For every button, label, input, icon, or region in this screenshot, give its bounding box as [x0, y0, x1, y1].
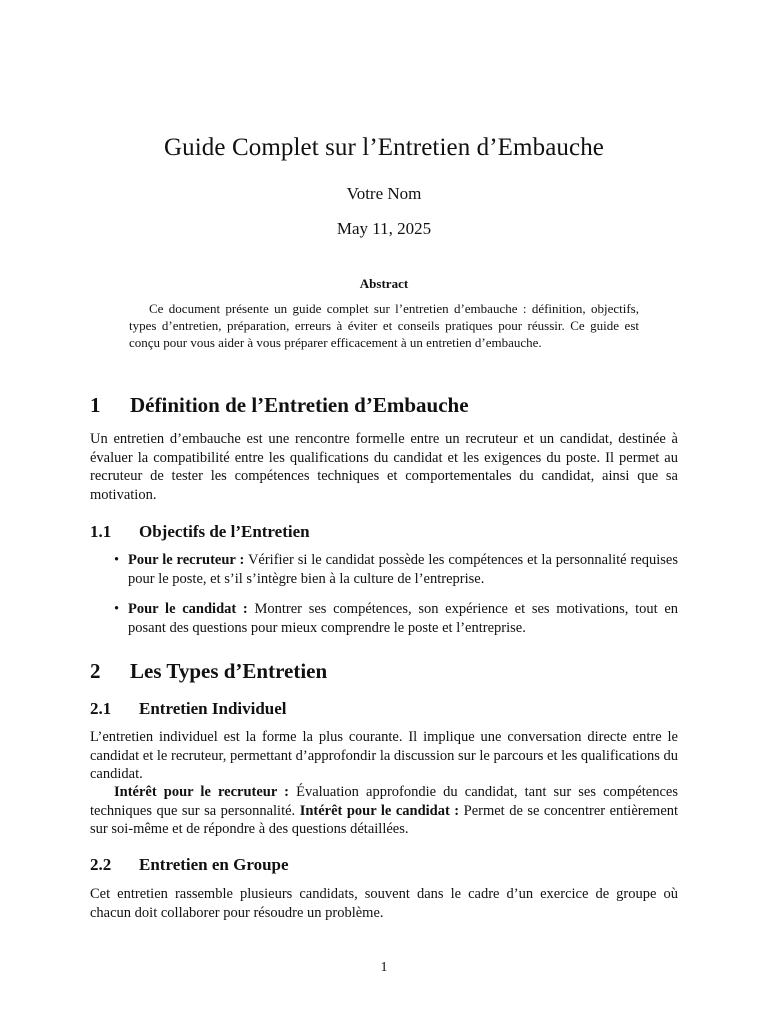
subsection-number: 2.1: [90, 699, 112, 718]
list-item: [90, 600, 678, 637]
subsection-title: Objectifs de l’Entretien: [139, 522, 310, 541]
section-number: 1: [90, 393, 101, 417]
item-text: Vérifier si le candidat possède les compétences et la personnalité requises pour le poste, et s’il s’intègre bien à la culture de l’entreprise.: [128, 552, 679, 587]
section-1-paragraph: Un entretien d’embauche est une rencontre formelle entre un recruteur et un candidat, destinée à évaluer la compatibilité entre les qualifications du candidat et les exigences du poste. Il permet au recruteur de tester les compétences techniques et comportementales du candidat, ainsi que sa motivation.: [90, 431, 678, 503]
interest-candidate-text: Permet de se concentrer entièrement sur soi-même et de répondre à des questions détaillées.: [90, 802, 679, 837]
subsection-2-1-paragraph: L’entretien individuel est la forme la plus courante. Il implique une conversation directe entre le candidat et le recruteur, permettant d’approfondir la discussion sur le parcours et les qualifications du candidat.: [90, 729, 678, 782]
subsection-2-1-heading: [90, 699, 287, 719]
subsection-1-1-heading: [90, 522, 310, 542]
document-author: Votre Nom: [346, 184, 422, 203]
subsection-number: 2.2: [90, 855, 112, 874]
item-text: Montrer ses compétences, son expérience et ses motivations, tout en posant des questions pour mieux comprendre le poste et l’entreprise.: [128, 601, 679, 636]
abstract-heading: Abstract: [359, 276, 409, 291]
abstract-text: Ce document présente un guide complet sur l’entretien d’embauche : définition, objectifs, types d’entretien, préparation, erreurs à éviter et conseils pratiques pour réussir. Ce guide est conçu pour vous aider à vous préparer efficacement à un entretien d’embauche.: [129, 301, 639, 350]
section-number: 2: [90, 659, 101, 683]
interest-recruiter-label: Intérêt pour le recruteur :: [114, 784, 289, 800]
subsection-2-1-interests: [90, 783, 678, 839]
bullet-icon: •: [114, 552, 120, 568]
document-date: May 11, 2025: [336, 219, 432, 238]
subsection-2-2-paragraph: Cet entretien rassemble plusieurs candidats, souvent dans le cadre d’un exercice de groupe où chacun doit collaborer pour résoudre un problème.: [90, 886, 678, 921]
document-title: Guide Complet sur l’Entretien d’Embauche: [164, 134, 604, 161]
section-title: Définition de l’Entretien d’Embauche: [130, 393, 469, 417]
subsection-2-2-heading: [90, 855, 289, 875]
interest-recruiter-text: Évaluation approfondie du candidat, tant sur ses compétences techniques que sur sa personnalité.: [90, 784, 678, 819]
interest-candidate-label: Intérêt pour le candidat :: [299, 802, 460, 819]
subsection-number: 1.1: [90, 522, 112, 541]
section-2-heading: [90, 659, 327, 684]
item-label: Pour le recruteur :: [128, 552, 245, 568]
list-item: [90, 551, 678, 588]
section-1-heading: [90, 393, 469, 418]
bullet-icon: •: [114, 601, 120, 617]
section-title: Les Types d’Entretien: [130, 659, 328, 683]
objectives-list: [90, 551, 678, 649]
subsection-title: Entretien en Groupe: [139, 855, 289, 874]
page-number: 1: [380, 960, 388, 975]
item-label: Pour le candidat :: [128, 601, 248, 617]
subsection-title: Entretien Individuel: [139, 699, 287, 718]
